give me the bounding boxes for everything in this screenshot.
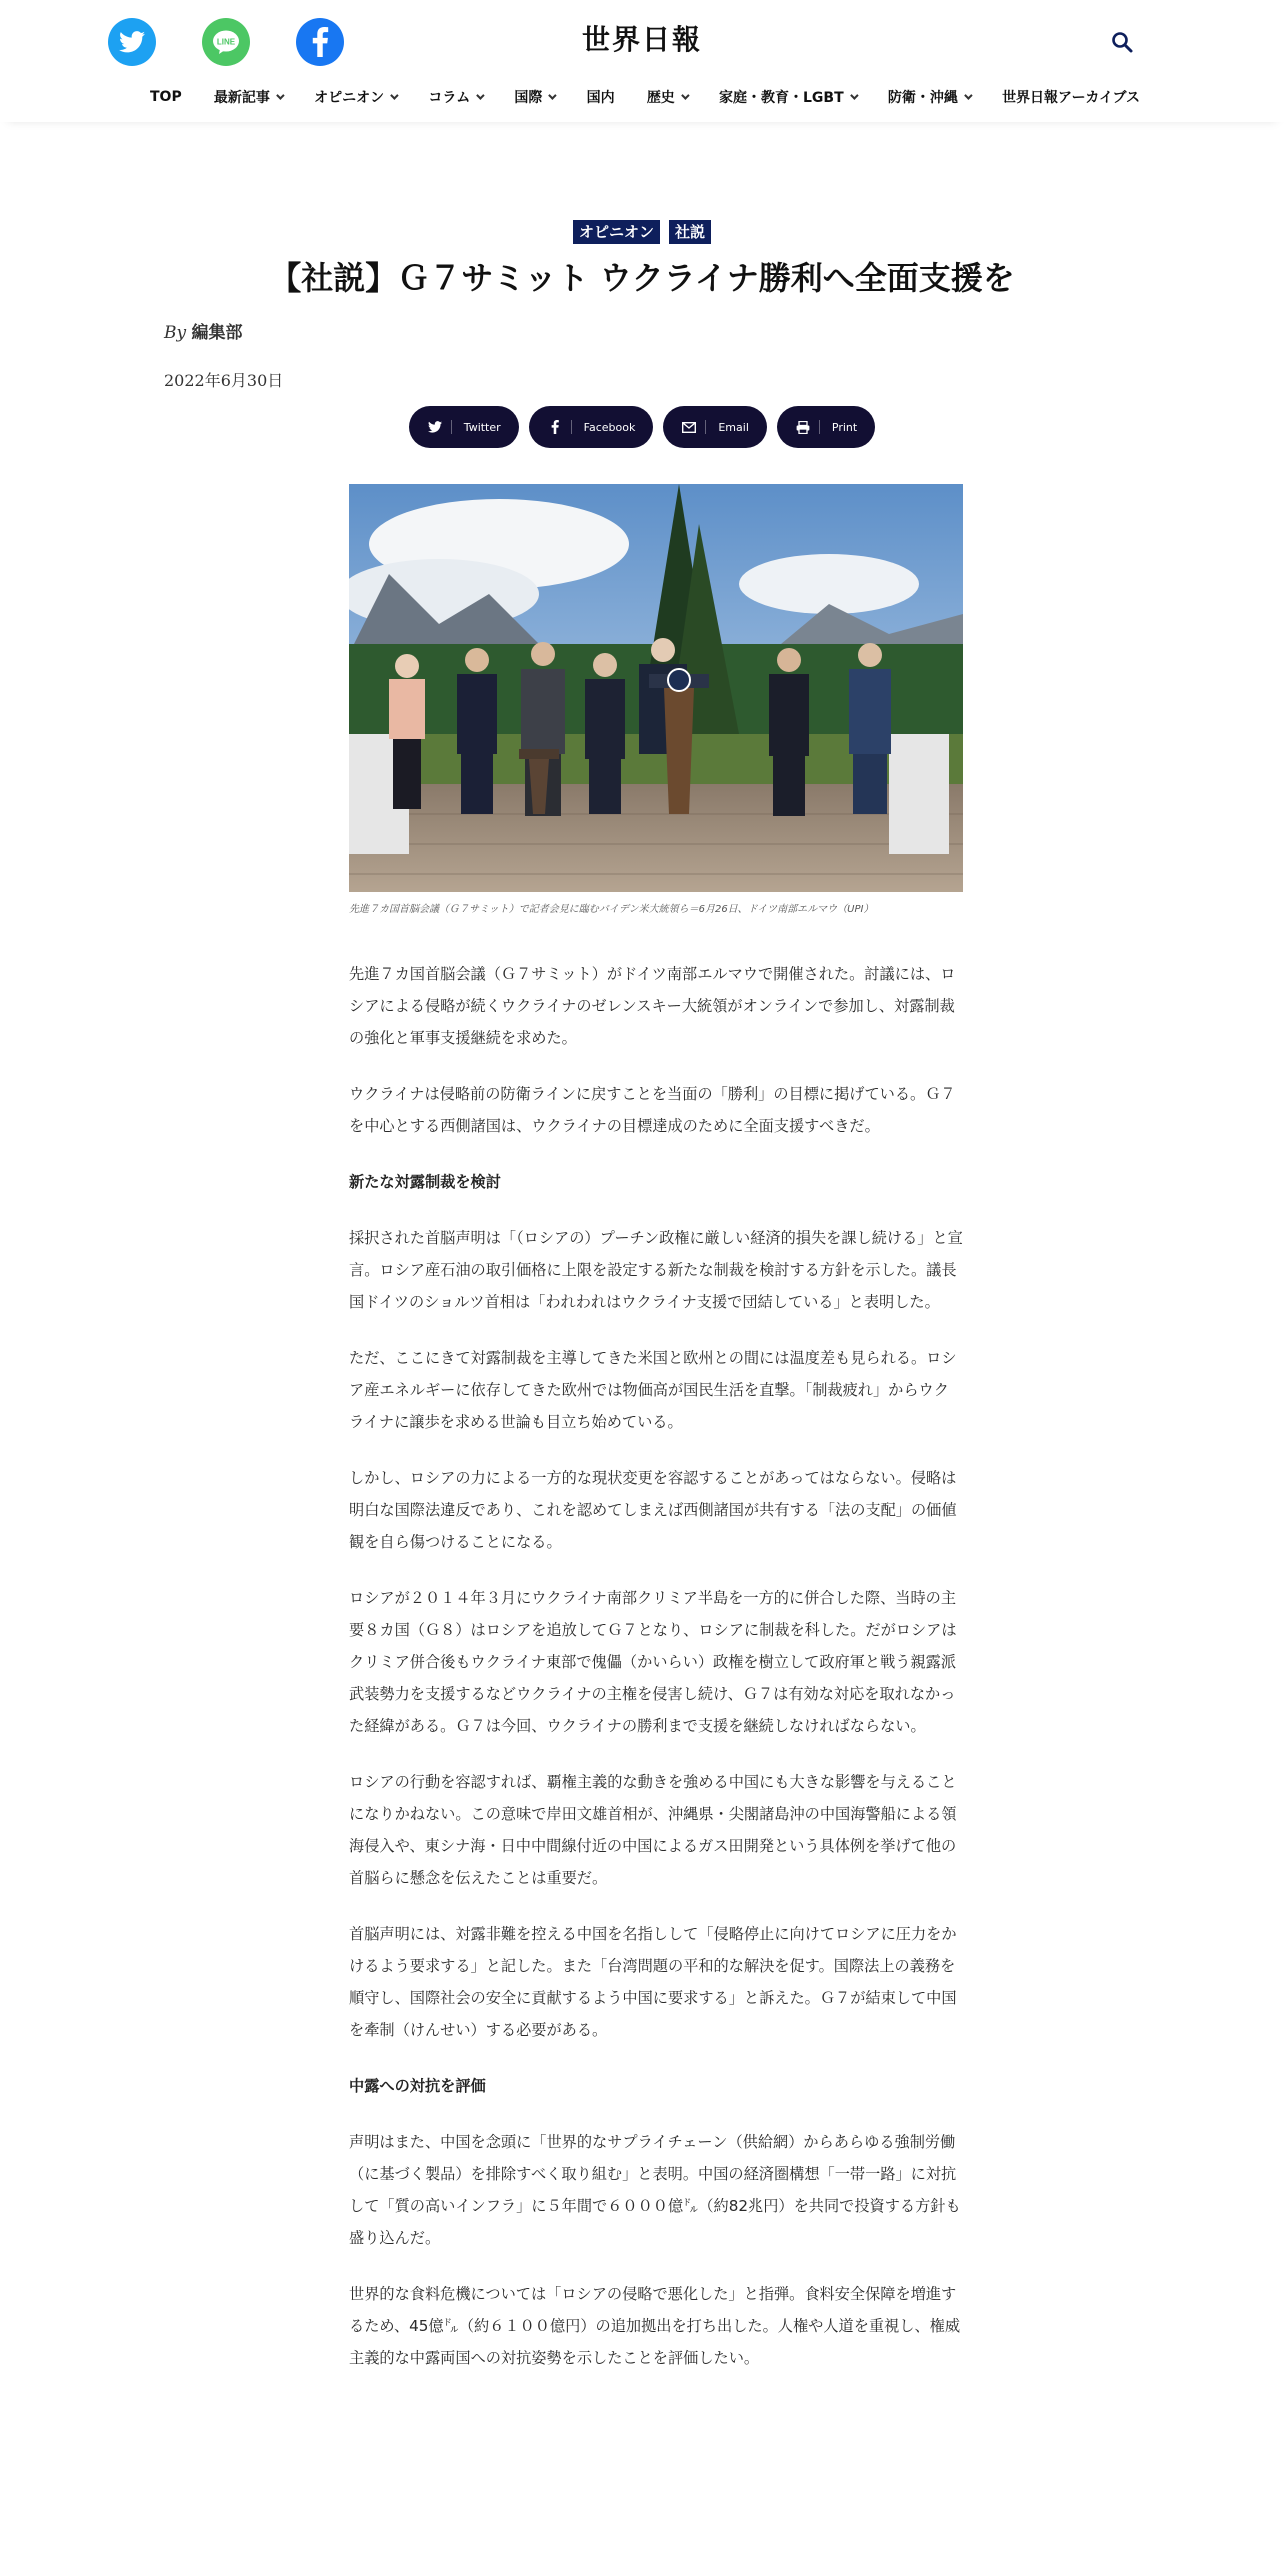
chevron-down-icon	[964, 91, 972, 99]
email-icon	[681, 419, 697, 435]
article-paragraph: 世界的な食料危機については「ロシアの侵略で悪化した」と指弾。食料安全保障を増進するため、45億㌦（約６１００億円）の追加拠出を打ち出した。人権や人道を重視し、権威主義的な中露両国への対抗姿勢を示したことを評価したい。	[349, 2285, 961, 2367]
category-tags	[0, 220, 1284, 244]
nav-label: 最新記事	[213, 90, 270, 106]
photo-caption: 先進７カ国首脳会議（Ｇ７サミット）で記者会見に臨むバイデン米大統領ら＝6月26日、ドイツ南部エルマウ（UPI）	[349, 904, 874, 915]
share-bar	[0, 406, 1284, 448]
article-paragraph: 先進７カ国首脳会議（Ｇ７サミット）がドイツ南部エルマウで開催された。討議には、ロシアによる侵略が続くウクライナのゼレンスキー大統領がオンラインで参加し、対露制裁の強化と軍事支援継続を求めた。	[349, 965, 956, 1047]
article-paragraph: 首脳声明には、対露非難を控える中国を名指しして「侵略停止に向けてロシアに圧力をかけるよう要求する」と記した。また「台湾問題の平和的な解決を促す。国際法上の義務を順守し、国際社会の安全に貢献するよう中国に要求する」と訴えた。Ｇ７が結束して中国を牽制（けんせい）する必要がある。	[349, 1925, 957, 2039]
main-nav	[150, 84, 1140, 110]
nav-label: TOP	[150, 89, 182, 105]
nav-label: 世界日報アーカイブス	[1002, 90, 1140, 106]
byline-prefix: By	[164, 323, 187, 343]
share-label: Email	[718, 420, 749, 434]
article-title: 【社説】Ｇ７サミット ウクライナ勝利へ全面支援を	[269, 259, 1015, 297]
category-tag-opinion[interactable]: オピニオン	[573, 220, 660, 244]
nav-label: 家庭・教育・LGBT	[719, 90, 844, 106]
nav-item-top[interactable]	[150, 89, 182, 105]
byline	[164, 318, 243, 343]
nav-item-defense[interactable]	[888, 87, 970, 107]
section-heading: 新たな対露制裁を検討	[349, 1173, 501, 1191]
author-link[interactable]: 編集部	[191, 323, 243, 343]
facebook-icon	[547, 419, 563, 435]
search-icon[interactable]	[1110, 30, 1136, 56]
nav-item-archives[interactable]	[1002, 87, 1140, 107]
line-icon[interactable]	[202, 18, 250, 66]
share-separator	[705, 420, 706, 434]
nav-item-domestic[interactable]	[587, 87, 615, 107]
category-tag-editorial[interactable]: 社説	[669, 220, 711, 244]
share-twitter-button[interactable]	[409, 406, 519, 448]
nav-label: 歴史	[646, 90, 675, 106]
nav-item-opinion[interactable]	[314, 87, 396, 107]
nav-item-family[interactable]	[719, 87, 856, 107]
nav-item-history[interactable]	[647, 87, 687, 107]
nav-label: オピニオン	[314, 90, 385, 106]
nav-item-latest[interactable]	[214, 87, 282, 107]
publish-date: 2022年6月30日	[164, 371, 284, 390]
chevron-down-icon	[549, 91, 557, 99]
article-paragraph: ロシアが２０１４年３月にウクライナ南部クリミア半島を一方的に併合した際、当時の主要８カ国（Ｇ８）はロシアを追放してＧ７となり、ロシアに制裁を科した。だがロシアはクリミア併合後もウクライナ東部で傀儡（かいらい）政権を樹立して政府軍と戦う親露派武装勢力を支援するなどウクライナの主権を侵害し続け、Ｇ７は有効な対応を取れなかった経緯がある。Ｇ７は今回、ウクライナの勝利まで支援を継続しなければならない。	[349, 1589, 957, 1735]
share-label: Twitter	[463, 420, 501, 434]
site-logo[interactable]: 世界日報	[581, 23, 702, 56]
chevron-down-icon	[276, 91, 284, 99]
article-paragraph: ただ、ここにきて対露制裁を主導してきた米国と欧州との間には温度差も見られる。ロシア産エネルギーに依存してきた欧州では物価高が国民生活を直撃。「制裁疲れ」からウクライナに譲歩を求める世論も目立ち始めている。	[349, 1349, 957, 1431]
chevron-down-icon	[390, 91, 398, 99]
chevron-down-icon	[850, 91, 858, 99]
article-paragraph: しかし、ロシアの力による一方的な現状変更を容認することがあってはならない。侵略は明白な国際法違反であり、これを認めてしまえば西側諸国が共有する「法の支配」の価値観を自ら傷つけることになる。	[349, 1469, 957, 1551]
nav-label: 国内	[586, 90, 615, 106]
article-body	[349, 958, 963, 2398]
chevron-down-icon	[476, 91, 484, 99]
article-photo	[349, 484, 963, 892]
share-separator	[819, 420, 820, 434]
share-email-button[interactable]	[663, 406, 767, 448]
article-paragraph: 採択された首脳声明は「（ロシアの）プーチン政権に厳しい経済的損失を課し続ける」と宣言。ロシア産石油の取引価格に上限を設定する新たな制裁を検討する方針を示した。議長国ドイツのショルツ首相は「われわれはウクライナ支援で団結している」と表明した。	[349, 1229, 963, 1311]
nav-label: 防衛・沖縄	[887, 90, 958, 106]
share-label: Print	[831, 420, 858, 434]
chevron-down-icon	[681, 91, 689, 99]
article-paragraph: ウクライナは侵略前の防衛ラインに戻すことを当面の「勝利」の目標に掲げている。Ｇ７を中心とする西側諸国は、ウクライナの目標達成のために全面支援すべきだ。	[349, 1085, 956, 1135]
article-paragraph: 声明はまた、中国を念頭に「世界的なサプライチェーン（供給網）からあらゆる強制労働（に基づく製品）を排除すべく取り組む」と表明。中国の経済圏構想「一帯一路」に対抗して「質の高いインフラ」に５年間で６０００億㌦（約82兆円）を共同で投資する方針も盛り込んだ。	[349, 2133, 961, 2247]
nav-label: 国際	[514, 90, 543, 106]
nav-item-international[interactable]	[514, 87, 554, 107]
line-icon-text: LINE	[216, 37, 236, 47]
facebook-icon[interactable]	[296, 18, 344, 66]
share-separator	[451, 420, 452, 434]
twitter-icon	[427, 419, 443, 435]
article-paragraph: ロシアの行動を容認すれば、覇権主義的な動きを強める中国にも大きな影響を与えることになりかねない。この意味で岸田文雄首相が、沖縄県・尖閣諸島沖の中国海警船による領海侵入や、東シナ海・日中中間線付近の中国によるガス田開発という具体例を挙げて他の首脳らに懸念を伝えたことは重要だ。	[349, 1773, 957, 1887]
section-heading: 中露への対抗を評価	[349, 2077, 486, 2095]
share-facebook-button[interactable]	[529, 406, 654, 448]
nav-item-column[interactable]	[428, 87, 482, 107]
print-icon	[795, 419, 811, 435]
share-label: Facebook	[583, 420, 636, 434]
site-header	[0, 0, 1284, 122]
twitter-icon[interactable]	[108, 18, 156, 66]
nav-label: コラム	[428, 90, 471, 106]
share-print-button[interactable]	[777, 406, 875, 448]
share-separator	[571, 420, 572, 434]
